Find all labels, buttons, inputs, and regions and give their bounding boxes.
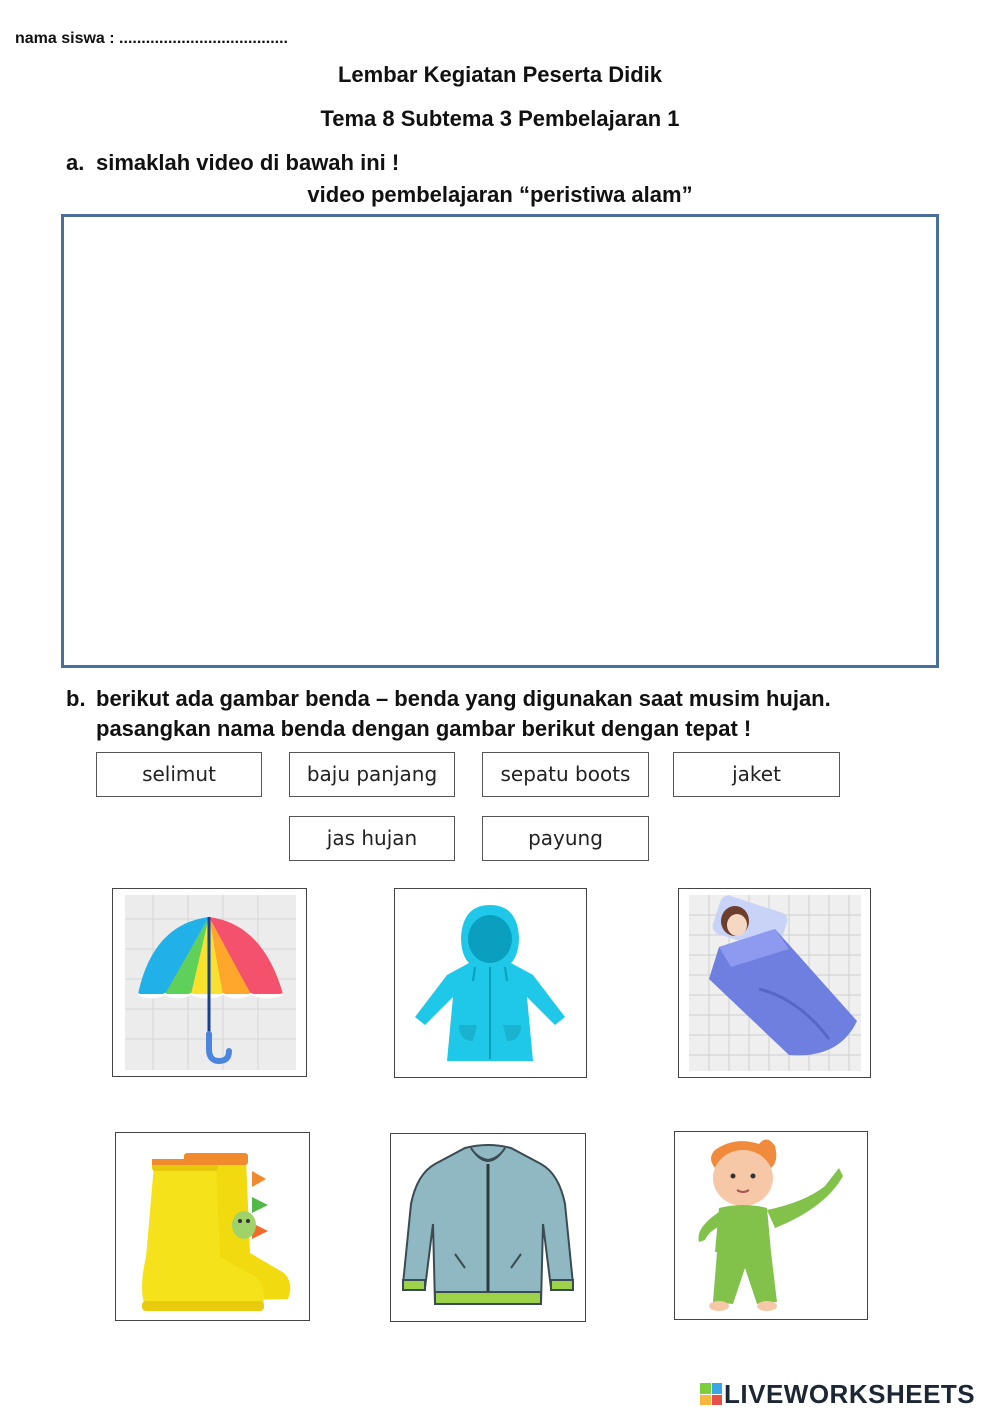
word-baju-panjang[interactable]: baju panjang bbox=[289, 752, 455, 797]
question-b-line1: berikut ada gambar benda – benda yang digunakan saat musim hujan. bbox=[96, 686, 831, 711]
blanket-icon bbox=[679, 889, 870, 1077]
question-a-number: a. bbox=[66, 150, 85, 175]
raincoat-icon bbox=[395, 889, 586, 1077]
image-card-blanket[interactable] bbox=[678, 888, 871, 1078]
question-a-text: simaklah video di bawah ini ! bbox=[96, 150, 400, 175]
word-jaket[interactable]: jaket bbox=[673, 752, 840, 797]
video-title: video pembelajaran “peristiwa alam” bbox=[307, 182, 693, 207]
image-card-long-clothes[interactable] bbox=[674, 1131, 868, 1320]
long-clothes-icon bbox=[675, 1132, 867, 1319]
image-card-boots[interactable] bbox=[115, 1132, 310, 1321]
student-name-line: nama siswa : ...................................... bbox=[15, 30, 288, 47]
logo-mark-icon bbox=[700, 1383, 722, 1405]
word-sepatu-boots[interactable]: sepatu boots bbox=[482, 752, 649, 797]
umbrella-icon bbox=[113, 889, 306, 1076]
rain-boots-icon bbox=[116, 1133, 309, 1320]
word-payung[interactable]: payung bbox=[482, 816, 649, 861]
question-a bbox=[66, 150, 399, 176]
jacket-icon bbox=[391, 1134, 585, 1321]
liveworksheets-logo bbox=[700, 1376, 975, 1412]
image-card-umbrella[interactable] bbox=[112, 888, 307, 1077]
question-b bbox=[66, 684, 831, 744]
image-card-raincoat[interactable] bbox=[394, 888, 587, 1078]
word-selimut[interactable]: selimut bbox=[96, 752, 262, 797]
page-title: Lembar Kegiatan Peserta Didik bbox=[337, 62, 662, 87]
question-b-line2: pasangkan nama benda dengan gambar berikut dengan tepat ! bbox=[96, 716, 752, 741]
video-player[interactable] bbox=[61, 214, 939, 668]
page-subtitle: Tema 8 Subtema 3 Pembelajaran 1 bbox=[320, 106, 680, 131]
logo-text: LIVEWORKSHEETS bbox=[724, 1378, 976, 1409]
question-b-number: b. bbox=[66, 686, 86, 711]
word-jas-hujan[interactable]: jas hujan bbox=[289, 816, 455, 861]
image-card-jacket[interactable] bbox=[390, 1133, 586, 1322]
